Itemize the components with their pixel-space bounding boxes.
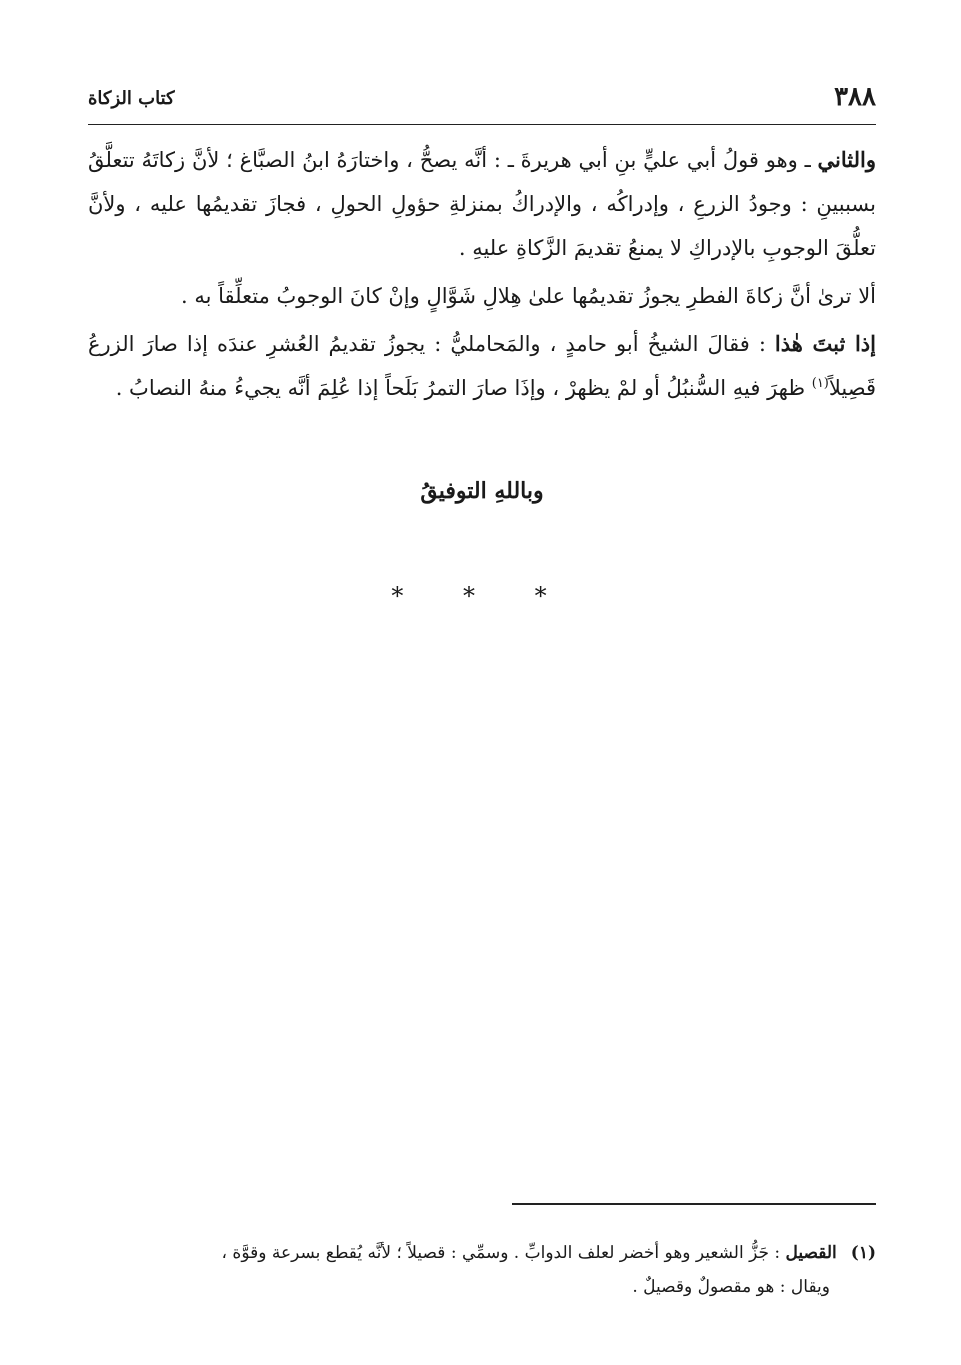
paragraph-3-text-a: : فقالَ الشيخُ أبو حامدٍ ، والمَحامليُّ : يجوزُ تقديمُ العُشرِ عندَه إذا صارَ الزرعُ قَصِيلاً bbox=[88, 332, 876, 400]
paragraph-2 bbox=[88, 274, 876, 318]
paragraph-1-text: ـ وهو قولُ أبي عليٍّ بنِ أبي هريرةَ ـ : أنَّه يصحُّ ، واختارَهُ ابنُ الصبَّاغ ؛ لأنَّ زكاتَهُ تتعلَّقُ بسببينِ : وجودُ الزرعِ ، وإدراكُه ، والإدراكُ بمنزلةِ حؤولِ الحولِ ، فجازَ تقديمُها عليه ، ولأنَّ تعلُّقَ الوجوبِ بالإدراكِ لا يمنعُ تقديمَ الزَّكاةِ عليهِ . bbox=[88, 148, 876, 260]
footnote-divider bbox=[512, 1203, 876, 1205]
paragraph-2-text: ألا ترىٰ أنَّ زكاةَ الفطرِ يجوزُ تقديمُها علىٰ هِلالِ شَوَّالٍ وإنْ كانَ الوجوبُ متعلِّقاً به . bbox=[181, 284, 876, 308]
footnote-1 bbox=[88, 1236, 876, 1270]
header-divider bbox=[88, 124, 876, 125]
footnote-term: القصيل bbox=[785, 1243, 837, 1263]
running-title: كتاب الزكاة bbox=[88, 88, 175, 109]
paragraph-3 bbox=[88, 322, 876, 410]
paragraph-3-lead: إذا ثبتَ هٰذا bbox=[774, 331, 876, 356]
paragraph-3-text-b: ظهرَ فيهِ السُّنبُلُ أو لمْ يظهرْ ، وإذَا صارَ التمرُ بَلَحاً إذا عُلِمَ أنَّه يجيءُ منهُ النصابُ . bbox=[115, 376, 812, 400]
section-separator: * * * bbox=[391, 582, 573, 610]
main-text bbox=[88, 138, 876, 414]
footnote-reference[interactable]: (١) bbox=[811, 376, 829, 391]
footnotes bbox=[88, 1236, 876, 1304]
footnote-1-continuation: ويقال : هو مقصولٌ وقصيلٌ . bbox=[632, 1277, 830, 1297]
footnote-number: (١) bbox=[850, 1243, 876, 1263]
page-header bbox=[88, 82, 876, 122]
page-number: ٣٨٨ bbox=[834, 82, 876, 112]
paragraph-1-lead: والثاني bbox=[817, 147, 876, 172]
paragraph-1 bbox=[88, 138, 876, 270]
footnote-text: : جَزُّ الشعير وهو أخضر لعلف الدوابِّ . وسمِّي : قصيلاً ؛ لأنَّه يُقطع بسرعة وقوَّة ، bbox=[221, 1243, 786, 1263]
closing-phrase: وباللهِ التوفيقُ bbox=[420, 478, 544, 504]
